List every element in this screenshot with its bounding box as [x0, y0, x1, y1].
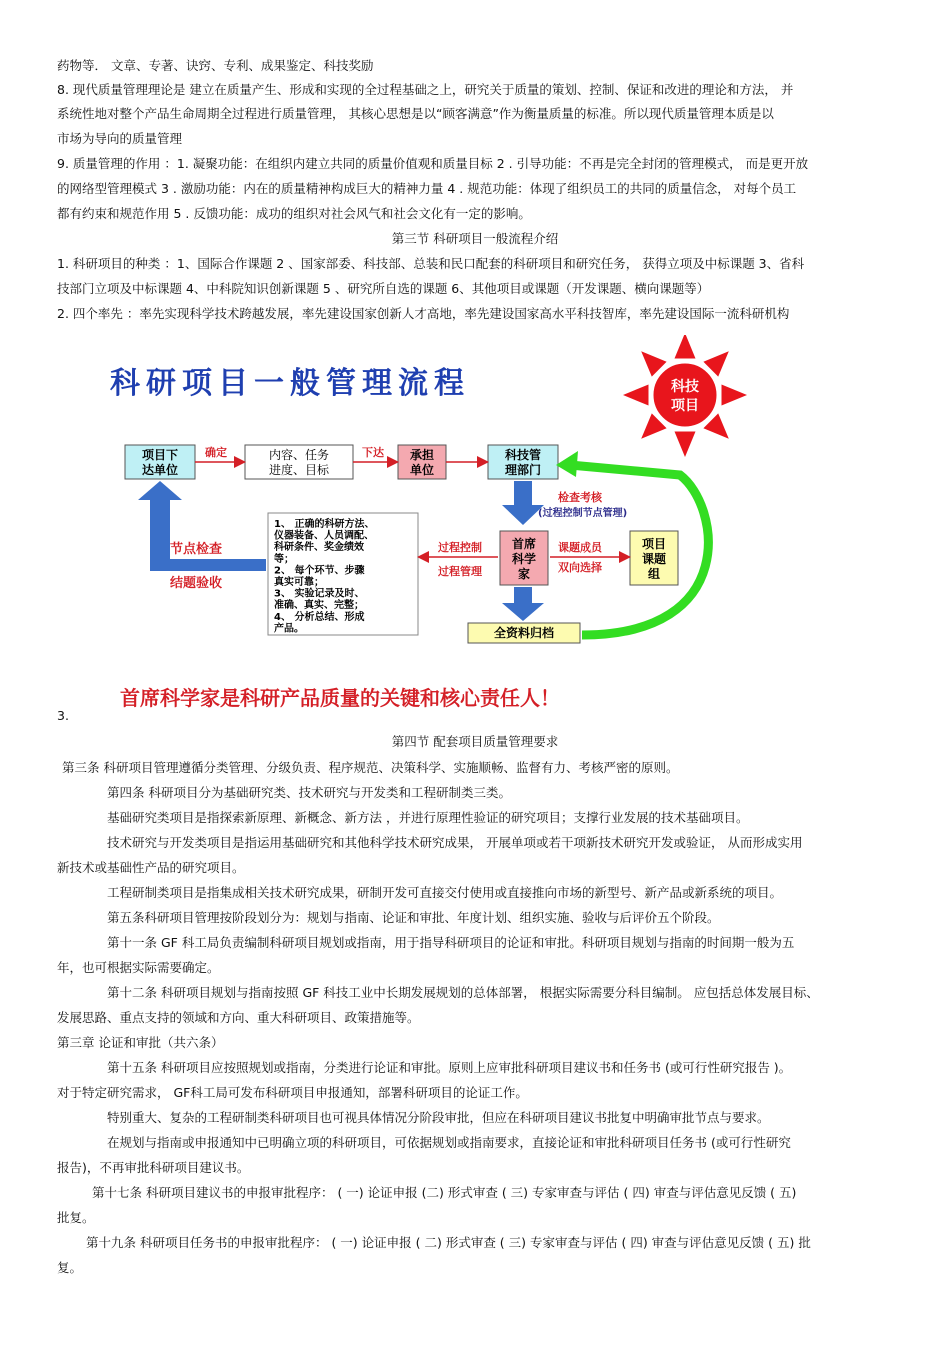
text-line: 技部门立项及中标课题 4、中科院知识创新课题 5 、研究所自选的课题 6、其他项目或课题（开发课题、横向课题等） — [57, 281, 710, 296]
svg-text:组: 组 — [647, 567, 661, 581]
svg-text:进度、目标: 进度、目标 — [268, 463, 330, 477]
text-line: 第四条 科研项目分为基础研究类、技术研究与开发类和工程研制类三类。 — [107, 785, 511, 800]
text-line: 系统性地对整个产品生命周期全过程进行质量管理， 其核心思想是以“顾客满意”作为衡量质量的标准。所以现代质量管理本质是以 — [57, 106, 774, 121]
box-group — [630, 531, 678, 585]
sun-label-2: 项目 — [671, 398, 699, 414]
notes-line: 仪器装备、人员调配、 — [274, 530, 374, 542]
svg-text:内容、任务: 内容、任务 — [268, 448, 330, 462]
text-line: 第五条科研项目管理按阶段划分为：规划与指南、论证和审批、年度计划、组织实施、验收与后评价五个阶段。 — [107, 910, 720, 925]
sun-ray — [722, 385, 748, 406]
text-line: 复。 — [57, 1260, 83, 1275]
management-flow-diagram — [100, 335, 820, 715]
text-line: 第十五条 科研项目应按照规划或指南，分类进行论证和审批。原则上应审批科研项目建议书和任务书 (或可行性研究报告 )。 — [107, 1060, 792, 1075]
sun-ray — [675, 432, 696, 458]
text-line: 8. 现代质量管理理论是 建立在质量产生、形成和实现的全过程基础之上，研究关于质量的策划、控制、保证和改进的理论和方法， 并 — [57, 82, 794, 97]
text-line: 第三节 科研项目一般流程介绍 — [391, 231, 559, 246]
svg-text:课题: 课题 — [641, 552, 667, 566]
text-line: 第十一条 GF 科工局负责编制科研项目规划或指南，用于指导科研项目的论证和审批。科研项目规划与指南的时间期一般为五 — [107, 935, 795, 950]
box-issuer — [125, 445, 195, 479]
text-line: 批复。 — [57, 1210, 95, 1225]
svg-text:理部门: 理部门 — [504, 463, 542, 477]
notes-line: 3、 实验记录及时、 — [274, 588, 365, 600]
text-line: 报告)，不再审批科研项目建议书。 — [57, 1160, 250, 1175]
label-inspect: 检查考核 — [558, 491, 602, 504]
text-line: 新技术或基础性产品的研究项目。 — [57, 860, 245, 875]
sun-icon — [623, 335, 747, 457]
svg-text:科学: 科学 — [511, 552, 537, 566]
diagram-title: 科研项目一般管理流程 — [110, 366, 470, 401]
text-line: 1. 科研项目的种类 ：1、国际合作课题 2 、国家部委、科技部、总装和民口配套的科研项目和研究任务， 获得立项及中标课题 3、省科 — [57, 256, 805, 271]
text-line: 第四节 配套项目质量管理要求 — [391, 734, 559, 749]
notes-line: 产品。 — [274, 623, 304, 635]
box-content — [245, 445, 353, 479]
notes-line: 准确、真实、完整； — [274, 600, 364, 612]
box-undertaker — [398, 445, 446, 479]
text-line: 第十七条 科研项目建议书的申报审批程序： ( 一) 论证申报 (二) 形式审查 ( 三) 专家审查与评估 ( 四) 审查与评估意见反馈 ( 五) — [92, 1185, 797, 1200]
label-proc-mgmt: 过程管理 — [438, 565, 482, 578]
svg-text:科技管: 科技管 — [504, 448, 542, 462]
notes-line: 4、 分析总结、形成 — [274, 611, 365, 623]
label-issue: 下达 — [362, 446, 384, 459]
text-line: 3. — [57, 708, 69, 723]
box-archive — [468, 623, 580, 643]
text-line: 工程研制类项目是指集成相关技术研究成果，研制开发可直接交付使用或直接推向市场的新型号、新产品或新系统的项目。 — [107, 885, 783, 900]
text-line: 对于特定研究需求， GF科工局可发布科研项目申报通知，部署科研项目的论证工作。 — [57, 1085, 528, 1100]
label-sub: 课题成员 — [558, 541, 602, 554]
notes-line: 等； — [274, 553, 294, 565]
label-accept: 结题验收 — [170, 576, 223, 591]
label-node: 节点检查 — [170, 542, 223, 557]
notes-line: 科研条件、奖金绩效 — [274, 542, 364, 554]
text-line: 在规划与指南或申报通知中已明确立项的科研项目，可依据规划或指南要求，直接论证和审批科研项目任务书 (或可行性研究 — [107, 1135, 791, 1150]
notes-line: 2、 每个环节、步骤 — [274, 565, 365, 577]
label-confirm: 确定 — [205, 446, 227, 459]
notes-line: 1、 正确的科研方法、 — [274, 519, 375, 530]
svg-text:项目: 项目 — [641, 537, 667, 551]
text-line: 第十二条 科研项目规划与指南按照 GF 科技工业中长期发展规划的总体部署， 根据实际需要分科目编制。 应包括总体发展目标、 — [107, 985, 819, 1000]
text-line: 2. 四个率先 ：率先实现科学技术跨越发展，率先建设国家创新人才高地，率先建设国家高水平科技智库，率先建设国际一流科研机构 — [57, 306, 790, 321]
svg-text:单位: 单位 — [409, 463, 435, 477]
svg-text:项目下: 项目下 — [141, 448, 179, 462]
label-proc-ctrl: 过程控制 — [438, 541, 482, 554]
text-line: 第十九条 科研项目任务书的申报审批程序： ( 一) 论证申报 ( 二) 形式审查 ( 三) 专家审查与评估 ( 四) 审查与评估意见反馈 ( 五) 批 — [86, 1235, 811, 1250]
text-line: 技术研究与开发类项目是指运用基础研究和其他科学技术研究成果， 开展单项或若干项新技术研究开发或验证， 从而形成实用 — [107, 835, 803, 850]
text-line: 药物等． 文章、专著、诀窍、专利、成果鉴定、科技奖励 — [57, 58, 374, 73]
notes-line: 真实可靠； — [274, 577, 324, 588]
sun-label-1: 科技 — [671, 379, 699, 395]
diagram-footer: 首席科学家是科研产品质量的关键和核心责任人！ — [120, 686, 560, 710]
text-line: 特别重大、复杂的工程研制类科研项目也可视具体情况分阶段审批，但应在科研项目建议书批复中明确审批节点与要求。 — [107, 1110, 770, 1125]
arrow-left-up — [138, 481, 266, 571]
sun-ray — [675, 335, 696, 359]
text-line: 市场为导向的质量管理 — [57, 131, 183, 146]
box-chief — [500, 531, 548, 585]
text-line: 第三条 科研项目管理遵循分类管理、分级负责、程序规范、决策科学、实施顺畅、监督有力、考核严密的原则。 — [62, 760, 679, 775]
text-line: 的网络型管理模式 3 . 激励功能：内在的质量精神构成巨大的精神力量 4 . 规范功能：体现了组织员工的共同的质量信念， 对每个员工 — [57, 181, 797, 196]
text-line: 基础研究类项目是指探索新原理、新概念、新方法 ，并进行原理性验证的研究项目；支撑行业发展的技术基础项目。 — [107, 810, 749, 825]
svg-text:全资料归档: 全资料归档 — [493, 626, 555, 640]
box-dept — [488, 445, 558, 479]
svg-text:达单位: 达单位 — [141, 463, 179, 477]
label-inspect-sub: (过程控制节点管理) — [538, 508, 628, 519]
text-line: 发展思路、重点支持的领域和方向、重大科研项目、政策措施等。 — [57, 1010, 420, 1025]
text-line: 第三章 论证和审批（共六条） — [57, 1035, 224, 1050]
arrow-down-2 — [502, 587, 544, 621]
notes-box — [268, 513, 418, 635]
label-mutual: 双向选择 — [558, 561, 602, 574]
text-line: 年，也可根据实际需要确定。 — [57, 960, 220, 975]
text-line: 都有约束和规范作用 5 . 反馈功能：成功的组织对社会风气和社会文化有一定的影响。 — [57, 206, 531, 221]
sun-ray — [623, 385, 649, 406]
svg-text:家: 家 — [517, 567, 531, 581]
svg-text:首席: 首席 — [511, 537, 537, 551]
svg-text:承担: 承担 — [409, 448, 435, 462]
text-line: 9. 质量管理的作用 ：1. 凝聚功能：在组织内建立共同的质量价值观和质量目标 2 . 引导功能：不再是完全封闭的管理模式， 而是更开放 — [57, 156, 809, 171]
